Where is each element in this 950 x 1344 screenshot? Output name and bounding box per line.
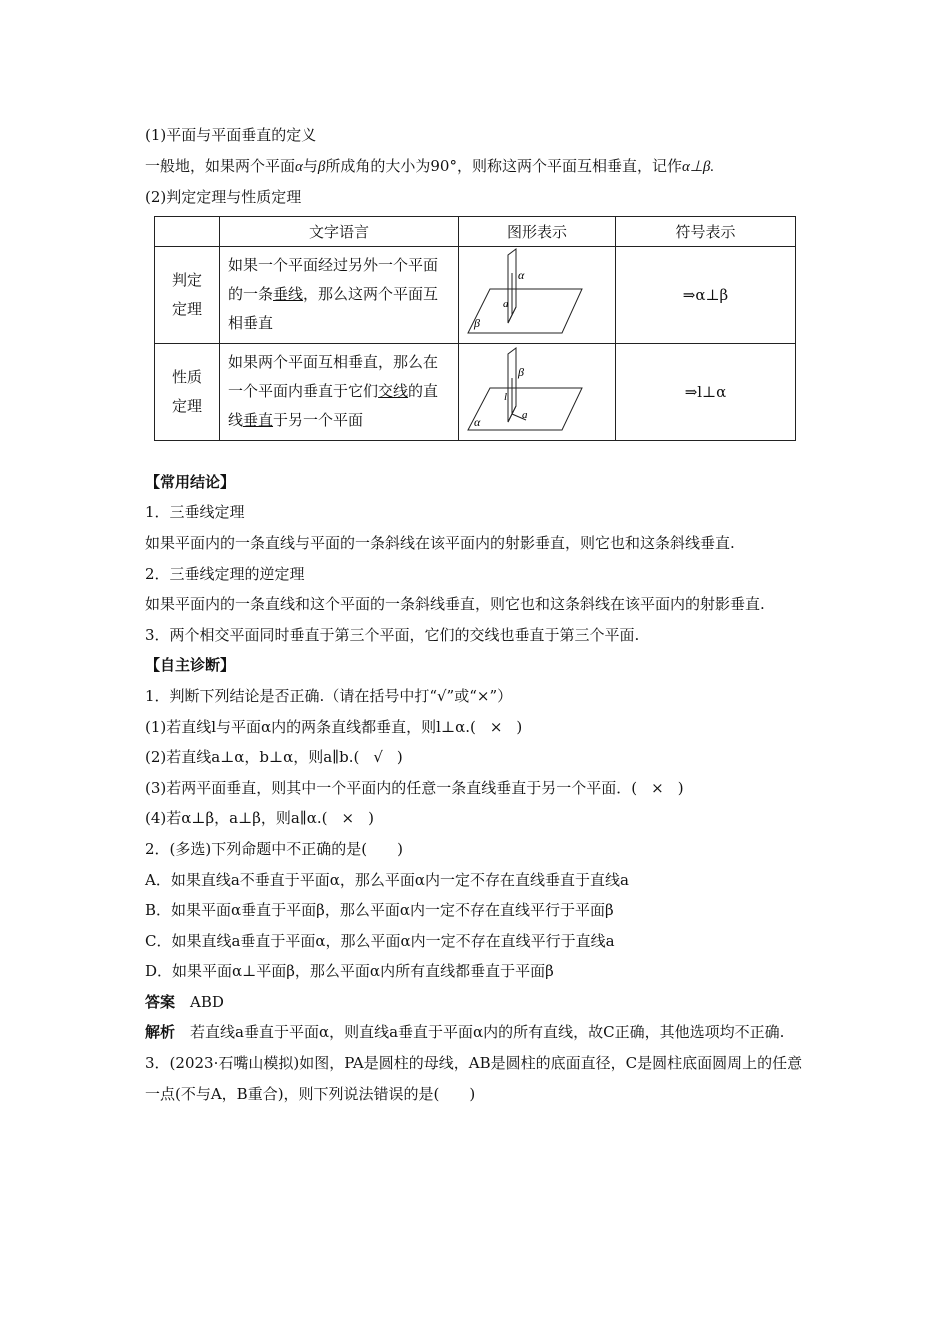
- row-label-judgement: 判定 定理: [155, 246, 220, 343]
- answer-label: 答案: [145, 992, 176, 1011]
- question-2-option-d: D．如果平面α⊥平面β，那么平面α内所有直线都垂直于平面β: [145, 962, 554, 981]
- conclusion-2-title: 2．三垂线定理的逆定理: [145, 564, 305, 583]
- explanation-label: 解析: [145, 1023, 176, 1042]
- section-title-theorems: (2)判定定理与性质定理: [145, 188, 302, 207]
- plane-beta-label: β: [474, 315, 480, 330]
- perpendicular-planes-diagram: [462, 247, 612, 339]
- question-3: 3．(2023·石嘴山模拟)如图，PA是圆柱的母线，AB是圆柱的底面直径，C是圆柱底面圆周上的任意一点(不与A，B重合)，则下列说法错误的是( ): [145, 1054, 803, 1103]
- conclusions-heading: 【常用结论】: [145, 472, 236, 491]
- diagnosis-heading: 【自主诊断】: [145, 656, 236, 675]
- question-1-item-2: (2)若直线a⊥α，b⊥α，则a∥b.( √ ): [145, 748, 403, 767]
- conclusion-3-text: 3．两个相交平面同时垂直于第三个平面，它们的交线也垂直于第三个平面.: [145, 625, 640, 644]
- question-2-option-c: C．如果直线a垂直于平面α，那么平面α内一定不存在直线平行于直线a: [145, 931, 615, 950]
- table-row-judgement: [155, 246, 796, 343]
- header-symbol: 符号表示: [616, 216, 796, 246]
- question-2-option-b: B．如果平面α垂直于平面β，那么平面α内一定不存在直线平行于平面β: [145, 901, 614, 920]
- header-figure: 图形表示: [459, 216, 616, 246]
- question-2-option-a: A．如果直线a不垂直于平面α，那么平面α内一定不存在直线垂直于直线a: [145, 870, 629, 889]
- perpendicular-planes-property-diagram: [462, 344, 612, 436]
- line-a-label: a: [522, 408, 528, 421]
- property-figure: [459, 343, 616, 440]
- question-1: 1．判断下列结论是否正确.（请在括号中打“√”或“×”）: [145, 686, 513, 705]
- question-1-item-4: (4)若α⊥β，a⊥β，则a∥α.( × ): [145, 809, 374, 828]
- property-text: 如果两个平面互相垂直，那么在一个平面内垂直于它们交线的直线垂直于另一个平面: [220, 343, 459, 440]
- plane-beta-label: β: [518, 364, 524, 379]
- judgement-symbol: ⇒α⊥β: [616, 246, 796, 343]
- answer-mark: ×: [489, 717, 503, 736]
- plane-alpha-label: α: [518, 267, 525, 282]
- conclusion-2-text: 如果平面内的一条直线和这个平面的一条斜线垂直，则它也和这条斜线在该平面内的射影垂直.: [145, 595, 765, 614]
- conclusion-1-text: 如果平面内的一条直线与平面的一条斜线在该平面内的射影垂直，则它也和这条斜线垂直.: [145, 533, 735, 552]
- document-page: [145, 120, 810, 1109]
- line-l-label: l: [504, 390, 508, 403]
- answer-line: [145, 987, 810, 1018]
- question-1-item-3: (3)若两平面垂直，则其中一个平面内的任意一条直线垂直于另一个平面．( × ): [145, 778, 684, 797]
- conclusion-1-title: 1．三垂线定理: [145, 503, 245, 522]
- section-title-definition: (1)平面与平面垂直的定义: [145, 126, 317, 144]
- judgement-figure: [459, 246, 616, 343]
- question-2: 2．(多选)下列命题中不正确的是( ): [145, 839, 403, 858]
- answer-mark: √: [373, 748, 383, 767]
- plane-alpha-label: α: [474, 414, 481, 429]
- explanation: 解析 若直线a垂直于平面α，则直线a垂直于平面α内的所有直线，故C正确，其他选项均不正确.: [145, 1023, 785, 1042]
- property-symbol: ⇒l⊥α: [616, 343, 796, 440]
- row-label-property: 性质 定理: [155, 343, 220, 440]
- header-text-language: 文字语言: [220, 216, 459, 246]
- question-1-item-1: (1)若直线l与平面α内的两条直线都垂直，则l⊥α.( × ): [145, 717, 523, 736]
- judgement-text: 如果一个平面经过另外一个平面的一条垂线，那么这两个平面互相垂直: [220, 246, 459, 343]
- definition-text: 一般地，如果两个平面α与β所成角的大小为90°，则称这两个平面互相垂直，记作α⊥β.: [145, 156, 715, 175]
- line-a-label: a: [503, 297, 509, 310]
- theorem-table: [154, 216, 796, 441]
- answer-mark: ×: [341, 809, 355, 828]
- table-header-row: [155, 216, 796, 246]
- answer-value: ABD: [190, 992, 224, 1011]
- table-row-property: [155, 343, 796, 440]
- answer-mark: ×: [651, 778, 664, 797]
